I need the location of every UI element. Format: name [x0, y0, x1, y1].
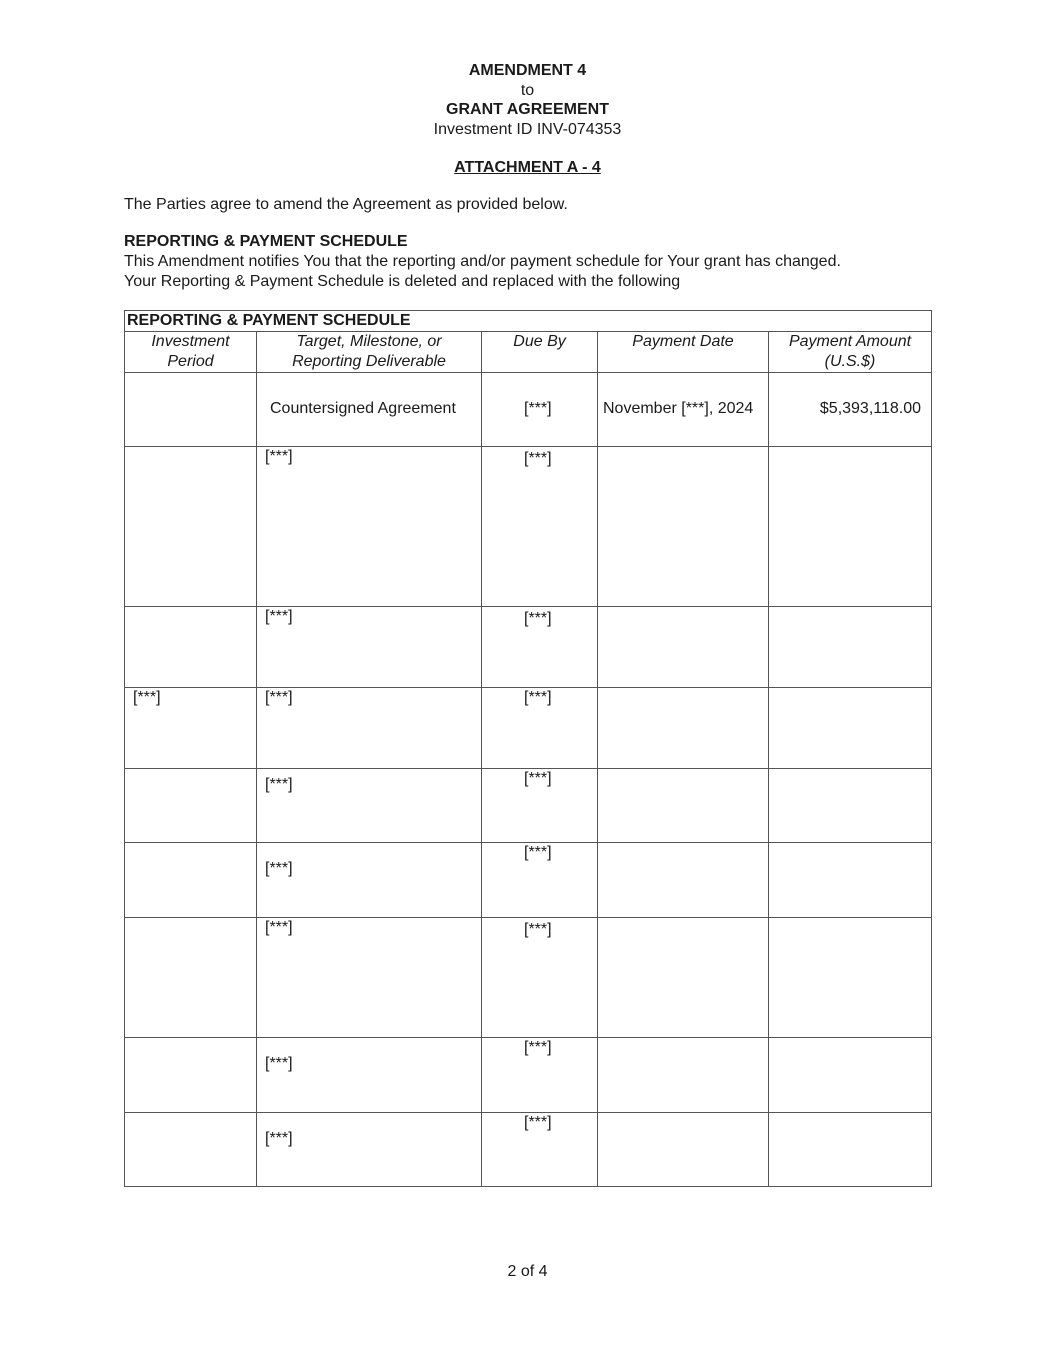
cell-due: [***] [524, 1114, 552, 1131]
col-header-payment-amount: Payment Amount (U.S.$) [769, 332, 932, 373]
section-heading: REPORTING & PAYMENT SCHEDULE [124, 233, 408, 250]
table-row [125, 607, 932, 688]
cell-due: [***] [524, 400, 552, 417]
col-header-payment-date: Payment Date [598, 332, 769, 373]
cell-due: [***] [524, 450, 552, 467]
cell-due: [***] [524, 844, 552, 861]
cell-period: [***] [133, 689, 161, 706]
amendment-title: AMENDMENT 4 [468, 62, 587, 79]
cell-target: [***] [265, 608, 293, 625]
table-row [125, 373, 932, 447]
cell-target: [***] [265, 1055, 293, 1072]
amendment-to: to [520, 82, 535, 99]
agreement-title: GRANT AGREEMENT [446, 101, 609, 118]
cell-target: [***] [265, 860, 293, 877]
table-row [125, 1038, 932, 1113]
cell-due: [***] [524, 1039, 552, 1056]
table-row [125, 918, 932, 1038]
cell-due: [***] [524, 770, 552, 787]
cell-due: [***] [524, 921, 552, 938]
table-row [125, 769, 932, 843]
investment-id: Investment ID INV-074353 [433, 121, 622, 138]
cell-due: [***] [524, 689, 552, 706]
table-row [125, 447, 932, 607]
cell-due: [***] [524, 610, 552, 627]
table-row [125, 843, 932, 918]
cell-target: [***] [265, 776, 293, 793]
page-number: 2 of 4 [507, 1263, 548, 1280]
cell-payment-date: November [***], 2024 [603, 400, 754, 417]
cell-payment-amount: $5,393,118.00 [819, 400, 922, 417]
attachment-title: ATTACHMENT A - 4 [454, 159, 601, 176]
table-row [125, 1113, 932, 1187]
cell-target: [***] [265, 448, 293, 465]
table-title: REPORTING & PAYMENT SCHEDULE [125, 311, 932, 332]
col-header-target: Target, Milestone, or Reporting Deliverable [257, 332, 482, 373]
section-line-2: Your Reporting & Payment Schedule is deleted and replaced with the following [124, 273, 681, 290]
col-header-due-by: Due By [482, 332, 598, 373]
col-header-investment-period: Investment Period [125, 332, 257, 373]
cell-target: [***] [265, 919, 293, 936]
intro-text: The Parties agree to amend the Agreement as provided below. [124, 196, 568, 213]
schedule-table [124, 310, 932, 1187]
cell-target: [***] [265, 689, 293, 706]
section-line-1: This Amendment notifies You that the reporting and/or payment schedule for Your grant has changed. [124, 253, 841, 270]
cell-target: Countersigned Agreement [270, 400, 456, 417]
cell-target: [***] [265, 1130, 293, 1147]
table-row [125, 688, 932, 769]
